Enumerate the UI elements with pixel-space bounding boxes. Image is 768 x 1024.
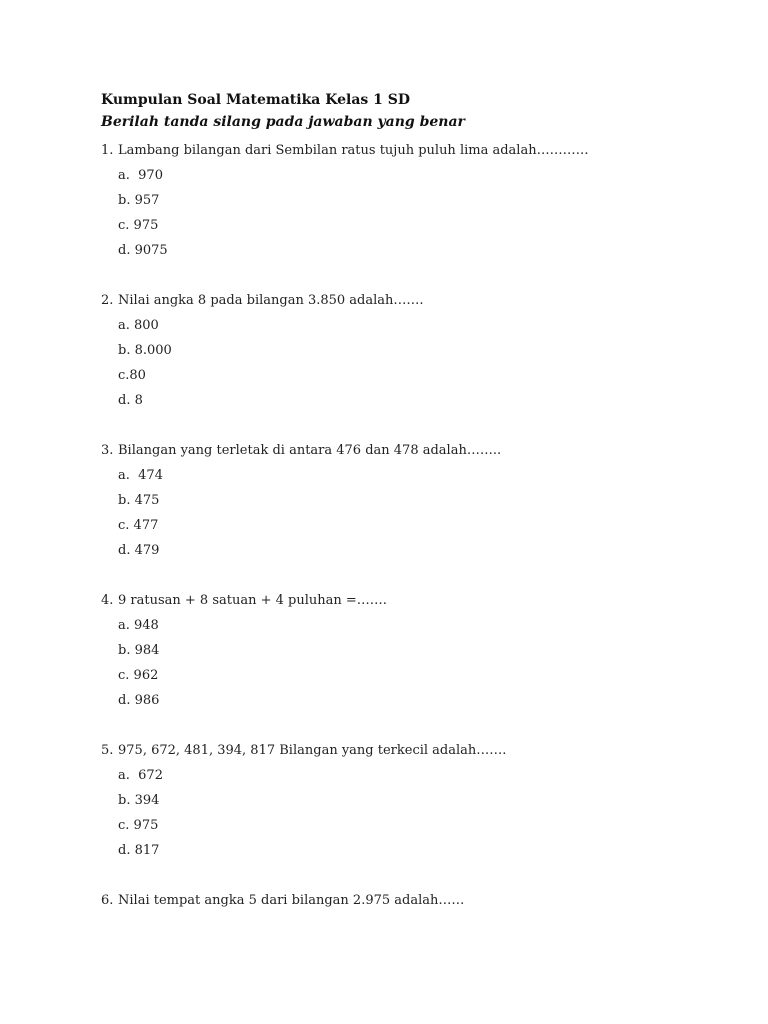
question-5 bbox=[101, 738, 741, 863]
answer-option: c. 962 bbox=[118, 668, 159, 683]
question-number: 1. bbox=[101, 143, 114, 158]
question-number: 3. bbox=[101, 443, 114, 458]
question-line bbox=[101, 138, 741, 163]
question-1 bbox=[101, 138, 741, 263]
answer-option: a. 970 bbox=[118, 168, 163, 183]
answer-option: c.80 bbox=[118, 368, 146, 383]
answer-option: a. 474 bbox=[118, 468, 163, 483]
answer-option: b. 394 bbox=[118, 793, 160, 808]
answer-option: d. 479 bbox=[118, 543, 160, 558]
question-6 bbox=[101, 888, 741, 913]
answer-option: b. 984 bbox=[118, 643, 160, 658]
document-page bbox=[101, 90, 741, 938]
question-text: Bilangan yang terletak di antara 476 dan 478 adalah…….. bbox=[118, 443, 502, 458]
answer-option: d. 817 bbox=[118, 843, 160, 858]
question-text: Lambang bilangan dari Sembilan ratus tujuh puluh lima adalah………… bbox=[118, 143, 589, 158]
answer-option: b. 475 bbox=[118, 493, 160, 508]
answer-option: a. 948 bbox=[118, 618, 159, 633]
question-line bbox=[101, 888, 741, 913]
question-line bbox=[101, 738, 741, 763]
question-3 bbox=[101, 438, 741, 563]
answer-option: a. 800 bbox=[118, 318, 159, 333]
question-line bbox=[101, 438, 741, 463]
question-number: 6. bbox=[101, 893, 114, 908]
document-title: Kumpulan Soal Matematika Kelas 1 SD bbox=[101, 92, 411, 108]
answer-option: c. 975 bbox=[118, 818, 159, 833]
question-number: 2. bbox=[101, 293, 114, 308]
question-text: 975, 672, 481, 394, 817 Bilangan yang terkecil adalah……. bbox=[118, 743, 507, 758]
question-line bbox=[101, 288, 741, 313]
answer-option: b. 8.000 bbox=[118, 343, 172, 358]
answer-option: d. 986 bbox=[118, 693, 160, 708]
answer-option: c. 477 bbox=[118, 518, 159, 533]
answer-option: d. 9075 bbox=[118, 243, 168, 258]
question-2 bbox=[101, 288, 741, 413]
question-text: Nilai angka 8 pada bilangan 3.850 adalah……. bbox=[118, 293, 424, 308]
question-number: 5. bbox=[101, 743, 114, 758]
question-text: Nilai tempat angka 5 dari bilangan 2.975 adalah…… bbox=[118, 893, 465, 908]
answer-option: d. 8 bbox=[118, 393, 143, 408]
document-instruction: Berilah tanda silang pada jawaban yang benar bbox=[101, 114, 465, 130]
answer-option: c. 975 bbox=[118, 218, 159, 233]
question-4 bbox=[101, 588, 741, 713]
answer-option: a. 672 bbox=[118, 768, 163, 783]
question-line bbox=[101, 588, 741, 613]
answer-option: b. 957 bbox=[118, 193, 160, 208]
question-text: 9 ratusan + 8 satuan + 4 puluhan =……. bbox=[118, 593, 387, 608]
question-number: 4. bbox=[101, 593, 114, 608]
question-list bbox=[101, 138, 741, 913]
